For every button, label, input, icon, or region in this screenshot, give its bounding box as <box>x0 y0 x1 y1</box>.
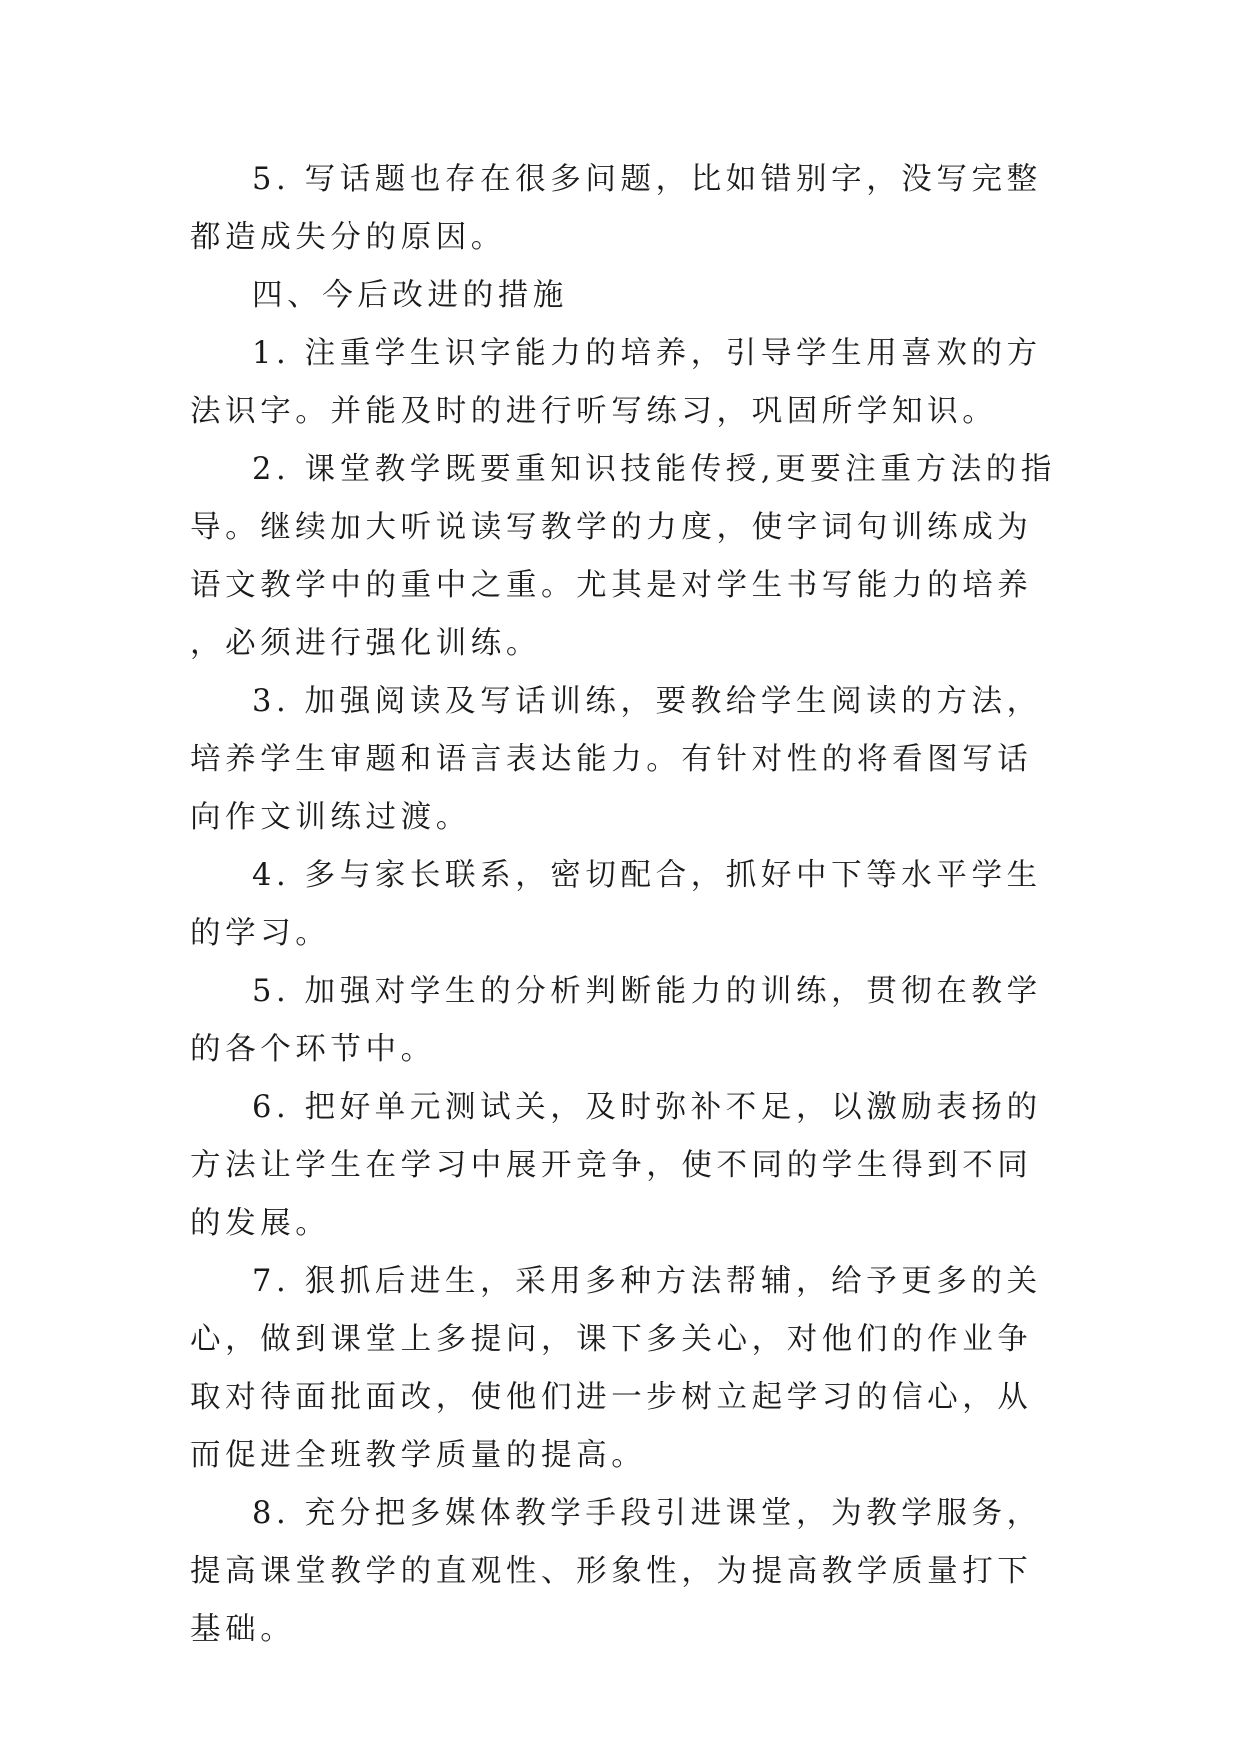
paragraph-measure-2: 2. 课堂教学既要重知识技能传授,更要注重方法的指导。继续加大听说读写教学的力度，使字词句训练成为语文教学中的重中之重。尤其是对学生书写能力的培养，必须进行强化训练。 <box>190 452 1056 661</box>
paragraph-measure-1: 1. 注重学生识字能力的培养，引导学生用喜欢的方法识字。并能及时的进行听写练习，巩固所学知识。 <box>190 336 1042 429</box>
paragraph-measure-8: 8. 充分把多媒体教学手段引进课堂，为教学服务，提高课堂教学的直观性、形象性，为提高教学质量打下基础。 <box>190 1496 1042 1647</box>
paragraph-measure-4: 4. 多与家长联系，密切配合，抓好中下等水平学生的学习。 <box>190 858 1042 951</box>
paragraph-measure-5: 5. 加强对学生的分析判断能力的训练，贯彻在教学的各个环节中。 <box>190 974 1042 1067</box>
section-heading-improvements: 四、今后改进的措施 <box>252 278 568 313</box>
document-body <box>190 151 1056 1659</box>
paragraph-measure-3: 3. 加强阅读及写话训练，要教给学生阅读的方法，培养学生审题和语言表达能力。有针对性的将看图写话向作文训练过渡。 <box>190 684 1042 835</box>
paragraph-measure-7: 7. 狠抓后进生，采用多种方法帮辅，给予更多的关心，做到课堂上多提问，课下多关心，对他们的作业争取对待面批面改，使他们进一步树立起学习的信心，从而促进全班教学质量的提高。 <box>190 1264 1042 1473</box>
paragraph-measure-6: 6. 把好单元测试关，及时弥补不足，以激励表扬的方法让学生在学习中展开竞争，使不同的学生得到不同的发展。 <box>190 1090 1042 1241</box>
paragraph-writing-issues: 5. 写话题也存在很多问题，比如错别字，没写完整都造成失分的原因。 <box>190 162 1042 255</box>
